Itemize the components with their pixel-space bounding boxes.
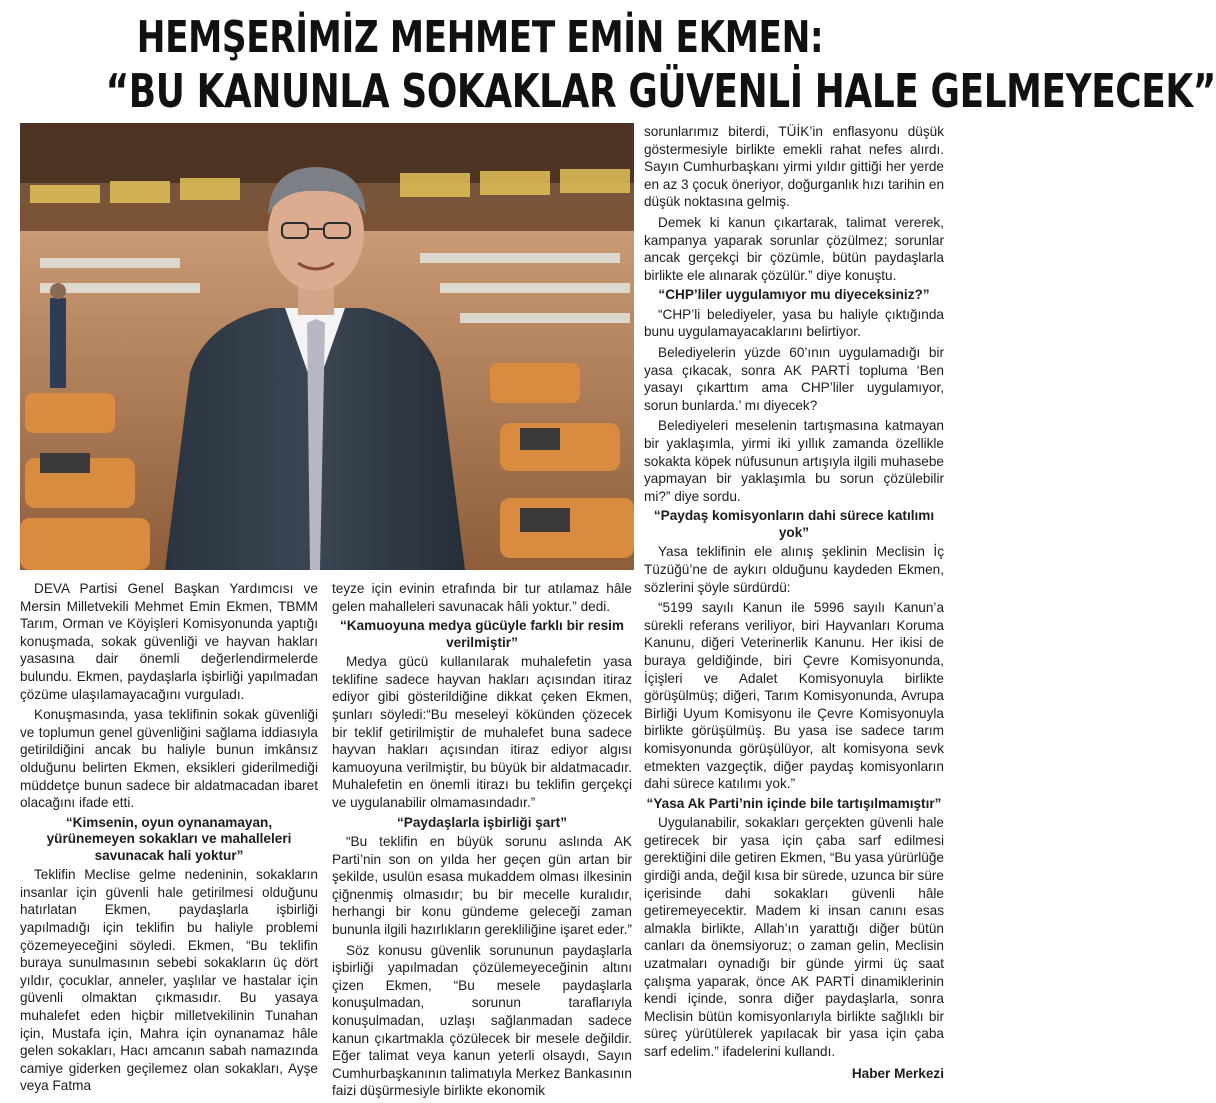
subheading: “CHP’liler uygulamıyor mu diyeceksiniz?”	[658, 287, 930, 303]
subheading: “Kamuoyuna medya gücüyle farklı bir resim verilmiştir”	[339, 618, 625, 650]
article-column-2	[332, 580, 632, 1103]
paragraph: Söz konusu güvenlik sorununun paydaşlarla işbirliği yapılmadan çözülemeyeceğinin altını çizen Ekmen, “Bu mesele paydaşlarla konuşulmadan, sorunun taraflarıyla konuşulmadan, uzlaşı sağlanmadan sadece kanun çıkartmakla çözülecek bir mesele değildir. Eğer talimat veya kanun yeterli olsaydı, Sayın Cumhurbaşkanının talimatıyla Merkez Bankasının faizi düşürmesiyle birlikte ekonomik	[332, 942, 632, 1099]
paragraph: Medya gücü kullanılarak muhalefetin yasa teklifine sadece hayvan hakları açısından itiraz ediyor gibi gösterildiğine dikkat çeken Ekmen, şunları söyledi:“Bu meseleyi kökünden çözecek bir teklif getirilmiştir de muhalefet buna sadece hayvan hakları açısından itiraz ediyor algısı kamuoyuna verilmiştir, bu büyük bir aldatmacadır. Muhalefetin en önemli itirazı bu teklifin gerçekçi ve uygulanabilir olmamasındadır.”	[332, 654, 632, 810]
paragraph: “Bu teklifin en büyük sorunu aslında AK Parti’nin son on yılda her geçen gün artan bir şekilde, usulün esasa mukaddem olması ilkesinin çiğnenmiş olmasıdır; bu bir mecelle kuralıdır, herhangi bir konu gündeme geleceği zaman bununla ilgili hazırlıkların gerekliliğine işaret eder.”	[332, 834, 632, 937]
paragraph: DEVA Partisi Genel Başkan Yardımcısı ve Mersin Milletvekili Mehmet Emin Ekmen, TBMM Tarım, Orman ve Köyişleri Komisyonunda yaptığı konuşmada, sokak güvenliği ve hayvan hakları yasasına dair önemli değerlendirmelerde bulundu. Ekmen, paydaşlarla işbirliği yapılmadan çözüme ulaşılamayacağını vurguladı.	[20, 581, 318, 702]
paragraph: Belediyelerin yüzde 60’ının uygulamadığı bir yasa çıkacak, sonra AK PARTİ topluma ‘Ben yasayı çıkarttım ama CHP’liler uygulamıyor, sorun bunlarda.’ mı diyecek?	[644, 345, 944, 413]
paragraph: Yasa teklifinin ele alınış şeklinin Meclisin İç Tüzüğü’ne de aykırı olduğunu kaydeden Ekmen, sözlerini şöyle sürdürdü:	[644, 544, 944, 595]
headline-line-1: HEMŞERİMİZ MEHMET EMİN EKMEN:	[136, 12, 824, 63]
subheading: “Paydaşlarla işbirliği şart”	[396, 814, 567, 830]
article-column-1	[20, 580, 318, 1098]
subheading: “Paydaş komisyonların dahi sürece katılımı yok”	[653, 508, 935, 540]
paragraph: Konuşmasında, yasa teklifinin sokak güvenliği ve toplumun genel güvenliğini sağlama iddiasıyla getirildiğini ancak bu haliyle bunun imkânsız olduğunu belirten Ekmen, eksikleri giderilmediği müddetçe bunun sadece bir aldatmacadan ibaret olacağını ifade etti.	[20, 707, 318, 811]
paragraph: Demek ki kanun çıkartarak, talimat vererek, kampanya yaparak sorunlar çözülmez; sorunlar ancak gerçekçi bir çözümle, bütün paydaşlarla birlikte ele alınarak çözülür.” diye konuştu.	[644, 214, 944, 283]
article-photo	[20, 123, 634, 570]
paragraph: Teklifin Meclise gelme nedeninin, sokakların insanlar için güvenli hale getirilmesi olduğunu hatırlatan Ekmen, paydaşlarla işbirliği yapılmadığı için teklifin bu haliyle problemi çözemeyeceğini söyledi. Ekmen, “Bu teklifin buraya sunulmasının sebebi sokakların üç dört yıldır, çocuklar, anneler, yaşlılar ve hastalar için güvenli olmaktan çıkmasıdır. Bu yasaya muhalefet eden hiçbir milletvekilinin Tunahan için, Mustafa için, Mahra için oynanamaz hâle gelen sokakları, Hacı amcanın sabah namazında camiye giderken geçilemez olan sokakları, Ayşe veya Fatma	[20, 867, 318, 1094]
headline-line-2: “BU KANUNLA SOKAKLAR GÜVENLİ HALE GELMEYECEK”	[105, 64, 1216, 118]
paragraph: “5199 sayılı Kanun ile 5996 sayılı Kanun’a sürekli referans veriliyor, biri Hayvanları Koruma Kanunu, diğeri Veterinerlik Kanunu. Her ikisi de buraya geldiğinde, biri Çevre Komisyonunda, İçişleri ve Adalet Komisyonuyla birlikte görüşülmüş; diğeri, Tarım Komisyonunda, Avrupa Birliği Uyum Komisyonu ile Çevre Komisyonuyla birlikte görüşülmüş. Bu yasa ise sadece tarım komisyonunda görüşülüyor, alt komisyona sevk etmekten vazgeçtik, diğer paydaş komisyonların dahi sürece katılımı yok.”	[644, 600, 944, 792]
paragraph: “CHP’li belediyeler, yasa bu haliyle çıktığında bunu uygulamayacaklarını belirtiyor.	[644, 306, 944, 340]
paragraph: Belediyeleri meselenin tartışmasına katmayan bir yaklaşımla, yirmi iki yıllık zamanda özellikle sokakta köpek nüfusunun artışıyla ilgili muhasebe yapmayan bir yaklaşımla bu sorun çözülebilir mi?” diye sordu.	[644, 418, 944, 504]
parliament-photo-illustration	[20, 123, 634, 570]
paragraph: teyze için evinin etrafında bir tur atılamaz hâle gelen mahalleleri savunacak hâli yoktur.” dedi.	[332, 581, 632, 614]
byline-signature: Haber Merkezi	[851, 1065, 944, 1081]
paragraph: Uygulanabilir, sokakları gerçekten güvenli hale getirecek bir yasa için çaba sarf edilmesi gerektiğini dile getiren Ekmen, “Bu yasa yürürlüğe girdiği anda, değil kısa bir sürede, uzunca bir süre içerisinde dahi sokakları güvenli hâle getiremeyecektir. Madem ki insan canını esas almakla birlikte, Allah’ın yarattığı diğer bütün canları da önemsiyoruz; o zaman gelin, Meclisin uzatmaları oynadığı bir günde yirmi üç saat çalışma yaparak, önce AK PARTİ dinamiklerinin kendi içinde, sonra diğer paydaşlarla, sonra Meclisin bütün komisyonlarıyla birlikte sağlıklı bir süreç yürütülerek yapılacak bir yasa için çaba sarf edelim.” ifadelerini kullandı.	[644, 815, 944, 1059]
subheading: “Kimsenin, oyun oynanamayan, yürünemeyen sokakları ve mahalleleri savunacak hali yoktur”	[46, 814, 292, 863]
paragraph: sorunlarımız biterdi, TÜİK’in enflasyonu düşük göstermesiyle birlikte emekli rahat nefes alırdı. Sayın Cumhurbaşkanı yirmi yıldır gittiği her yerde en az 3 çocuk öneriyor, doğurganlık hızı tarihin en düşük noktasına gelmiş.	[644, 124, 944, 210]
article-column-3	[644, 123, 944, 1085]
subheading: “Yasa Ak Parti’nin içinde bile tartışılmamıştır”	[646, 795, 942, 811]
